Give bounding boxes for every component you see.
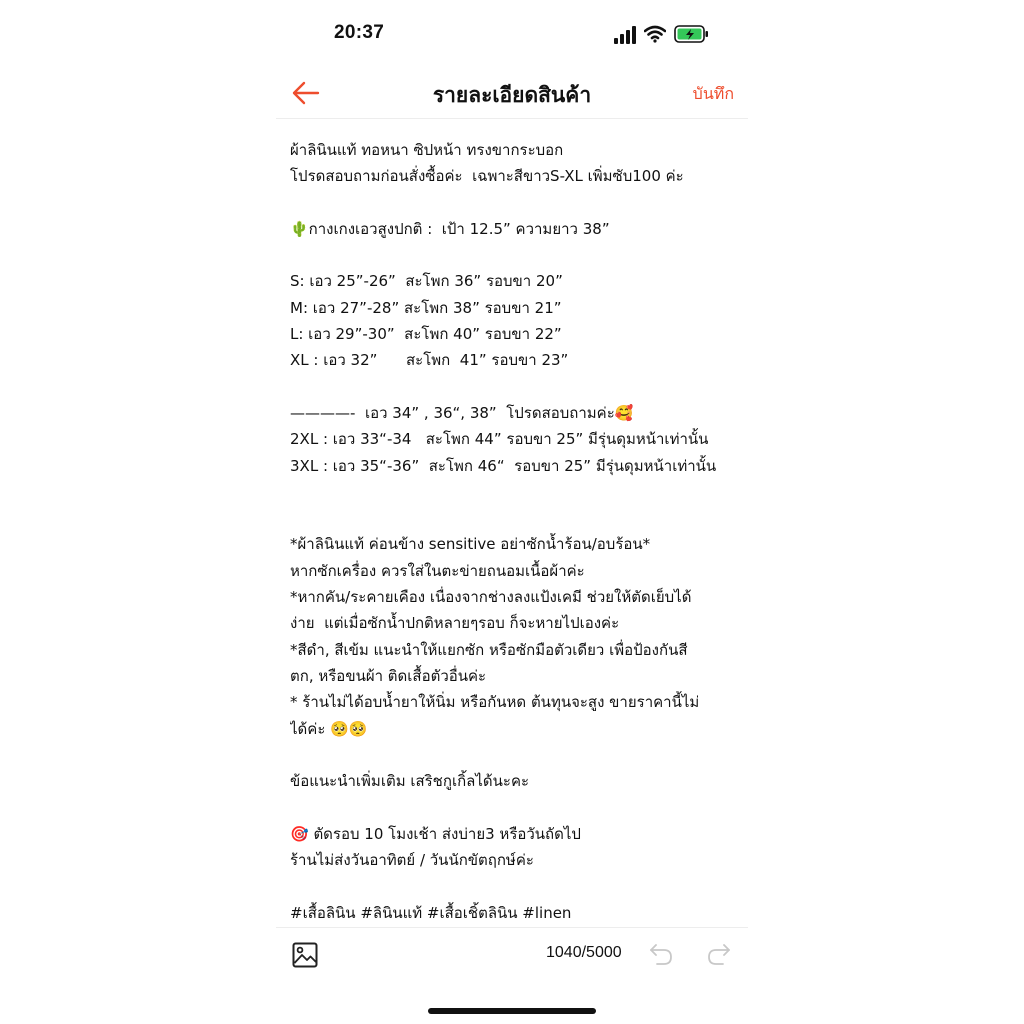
description-line: L: เอว 29”-30” สะโพก 40” รอบขา 22” — [290, 325, 562, 344]
description-line — [290, 190, 736, 216]
description-line: 2XL : เอว 33“-34 สะโพก 44” รอบขา 25” มีรุ่นดุมหน้าเท่านั้น — [290, 430, 709, 449]
nav-bar — [276, 70, 748, 119]
description-line — [290, 374, 736, 400]
description-line: ได้ค่ะ 🥺🥺 — [290, 719, 368, 738]
undo-icon — [648, 944, 674, 966]
description-line: ผ้าลินินแท้ ทอหนา ซิปหน้า ทรงขากระบอก — [290, 141, 564, 159]
description-line — [290, 873, 736, 899]
signal-icon — [614, 26, 638, 44]
description-line: S: เอว 25”-26” สะโพก 36” รอบขา 20” — [290, 272, 563, 291]
description-textarea[interactable] — [290, 137, 736, 927]
description-line — [290, 794, 736, 820]
description-line: 3XL : เอว 35“-36” สะโพก 46“ รอบขา 25” มีรุ่นดุมหน้าเท่านั้น — [290, 456, 717, 475]
description-line: ร้านไม่ส่งวันอาทิตย์ / วันนักขัตฤกษ์ค่ะ — [290, 851, 534, 870]
status-time: 20:37 — [334, 22, 385, 43]
description-line: * ร้านไม่ได้อบน้ำยาให้นิ่ม หรือกันหด ต้นทุนจะสูง ขายราคานี้ไม่ — [290, 693, 700, 712]
description-line: *ผ้าลินินแท้ ค่อนข้าง sensitive อย่าซักน้ำร้อน/อบร้อน* — [290, 535, 651, 554]
undo-button[interactable] — [648, 944, 674, 966]
wifi-icon — [644, 25, 666, 43]
save-button[interactable]: บันทึก — [692, 84, 734, 103]
description-line: XL : เอว 32” สะโพก 41” รอบขา 23” — [290, 351, 569, 370]
home-indicator — [428, 1008, 596, 1014]
character-count: 1040/5000 — [546, 944, 622, 961]
description-line: ————- เอว 34” , 36“, 38” โปรดสอบถามค่ะ🥰 — [290, 403, 634, 422]
description-line — [290, 242, 736, 268]
redo-icon — [706, 944, 732, 966]
description-line — [290, 742, 736, 768]
page-title: รายละเอียดสินค้า — [432, 83, 592, 107]
battery-charging-icon — [674, 24, 710, 44]
image-icon — [292, 942, 318, 968]
description-line: *สีดำ, สีเข้ม แนะนำให้แยกซัก หรือซักมือตัวเดียว เพื่อป้องกันสี — [290, 640, 688, 659]
add-image-button[interactable] — [292, 942, 318, 968]
description-line: หากซักเครื่อง ควรใส่ในตะข่ายถนอมเนื้อผ้าค่ะ — [290, 561, 585, 580]
description-line: 🎯 ตัดรอบ 10 โมงเช้า ส่งบ่าย3 หรือวันถัดไป — [290, 824, 581, 843]
description-line: #เสื้อลินิน #ลินินแท้ #เสื้อเชิ้ตลินิน #linen — [290, 903, 572, 922]
description-line: M: เอว 27”-28” สะโพก 38” รอบขา 21” — [290, 298, 562, 317]
description-line: 🌵กางเกงเอวสูงปกติ : เป้า 12.5” ความยาว 38” — [290, 219, 610, 238]
description-line — [290, 505, 736, 531]
status-bar — [276, 0, 748, 70]
redo-button[interactable] — [706, 944, 732, 966]
description-line: ง่าย แต่เมื่อซักน้ำปกติหลายๆรอบ ก็จะหายไปเองค่ะ — [290, 614, 620, 633]
description-line — [290, 479, 736, 505]
description-line: ข้อแนะนำเพิ่มเติม เสริชกูเกิ้ลได้นะคะ — [290, 772, 530, 791]
phone-screen — [276, 0, 748, 1024]
description-line: ตก, หรือขนผ้า ติดเสื้อตัวอื่นค่ะ — [290, 666, 487, 685]
description-line: โปรดสอบถามก่อนสั่งซื้อค่ะ เฉพาะสีขาวS-XL เพิ่มซับ100 ค่ะ — [290, 167, 684, 186]
bottom-toolbar — [276, 927, 748, 982]
description-line: *หากคัน/ระคายเคือง เนื่องจากช่างลงแป้งเคมี ช่วยให้ตัดเย็บได้ — [290, 588, 692, 607]
